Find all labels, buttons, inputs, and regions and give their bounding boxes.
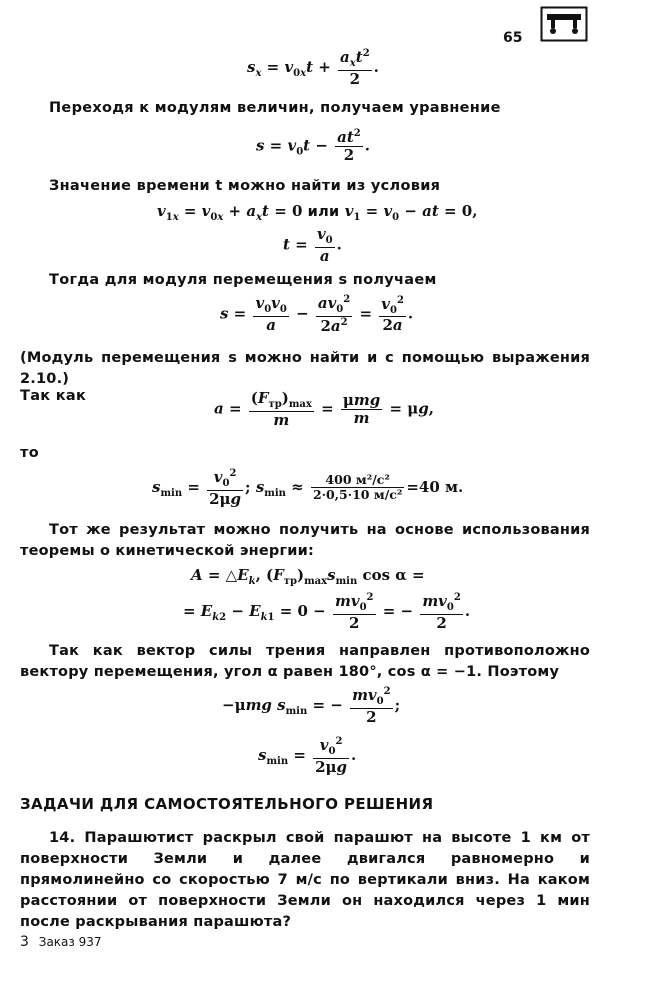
formula-t: t = $\frac{v_0}{a}$ .: [283, 225, 342, 265]
problem-number: 14.: [49, 830, 76, 846]
signature-number: 3: [20, 934, 29, 950]
book-section-icon: [540, 6, 588, 42]
modul-note: (Модуль перемещения s можно найти и с помощью выражения 2.10.): [20, 350, 590, 387]
formula-s-module: s = $\frac{v_0v_0}{a}$ − $\frac{av_0^2}{2a^2}$ = $\frac{v_0^2}{2a}$ .: [220, 294, 414, 335]
formula-mu-mg: −μmg $s_{min}$ = − $\frac{mv_0^2}{2}$ ;: [222, 686, 401, 726]
formula-s: $s = v_0t$ − $\frac{at^2}{2}$ .: [256, 128, 370, 165]
formula-sx: $s_x = v_{0x}t$ + $\frac{a_xt^2}{2}$ .: [247, 48, 379, 88]
formula-smin-numeric: $s_{min}$ = $\frac{v_0^2}{2\mu g}$ ; $s_{min}$ ≈ $\frac{\text{400 м²/с²}}{\text{2·0,5·10 м/с²}}$ =40 м.: [152, 468, 464, 508]
section-heading: ЗАДАЧИ ДЛЯ САМОСТОЯТЕЛЬНОГО РЕШЕНИЯ: [20, 795, 434, 813]
formula-work: $A = \triangle E_k$, $(F_{тр})_{max}s_{min}$ cos α =: [191, 566, 425, 587]
problem-14: [20, 828, 590, 933]
energy-paragraph: Тот же результат можно получить на основе использования теоремы о кинетической энергии:: [20, 522, 590, 559]
problem-text: Парашютист раскрыл свой парашют на высоте 1 км от поверхности Земли и далее двигался равномерно и прямолинейно со скоростью 7 м/с по вертикали вниз. На каком расстоянии от поверхности Земли он находился через 1 мин после раскрывания парашюта?: [20, 830, 590, 930]
formula-smin-final: $s_{min}$ = $\frac{v_0^2}{2\mu g}$ .: [258, 736, 357, 776]
vector-paragraph: Так как вектор силы трения направлен противоположно вектору перемещения, угол α равен 180°, cos α = −1. Поэтому: [20, 643, 590, 680]
intro-line: Переходя к модулям величин, получаем уравнение: [49, 100, 501, 116]
numeric-numerator: 400 м²/с²: [311, 473, 404, 488]
then-line: Тогда для модуля перемещения s получаем: [49, 272, 437, 288]
formula-a: a = $\frac{(F_{тр})_{max}}{m}$ = $\frac{\text{μmg}}{m}$ = μg,: [214, 389, 434, 429]
numeric-result: =40 м.: [406, 477, 464, 496]
to-label: то: [20, 445, 39, 461]
order-number: Заказ 937: [38, 935, 102, 949]
formula-energy-change: = $E_{k2} - E_{k1} = 0$ − $\frac{mv_0^2}{2}$ = − $\frac{mv_0^2}{2}$ .: [183, 592, 471, 632]
numeric-denominator: 2·0,5·10 м/с²: [312, 487, 403, 503]
tak-kak-label: Так как: [20, 388, 87, 404]
footer-signature: [20, 934, 102, 950]
formula-time-condition: $v_{1x} = v_{0x} + a_xt = 0$ или $v_1 = v_0$ − at = 0,: [157, 202, 478, 223]
or-word: или: [307, 204, 340, 220]
time-line: Значение времени t можно найти из условия: [49, 178, 441, 194]
page-number: 65: [503, 30, 523, 46]
